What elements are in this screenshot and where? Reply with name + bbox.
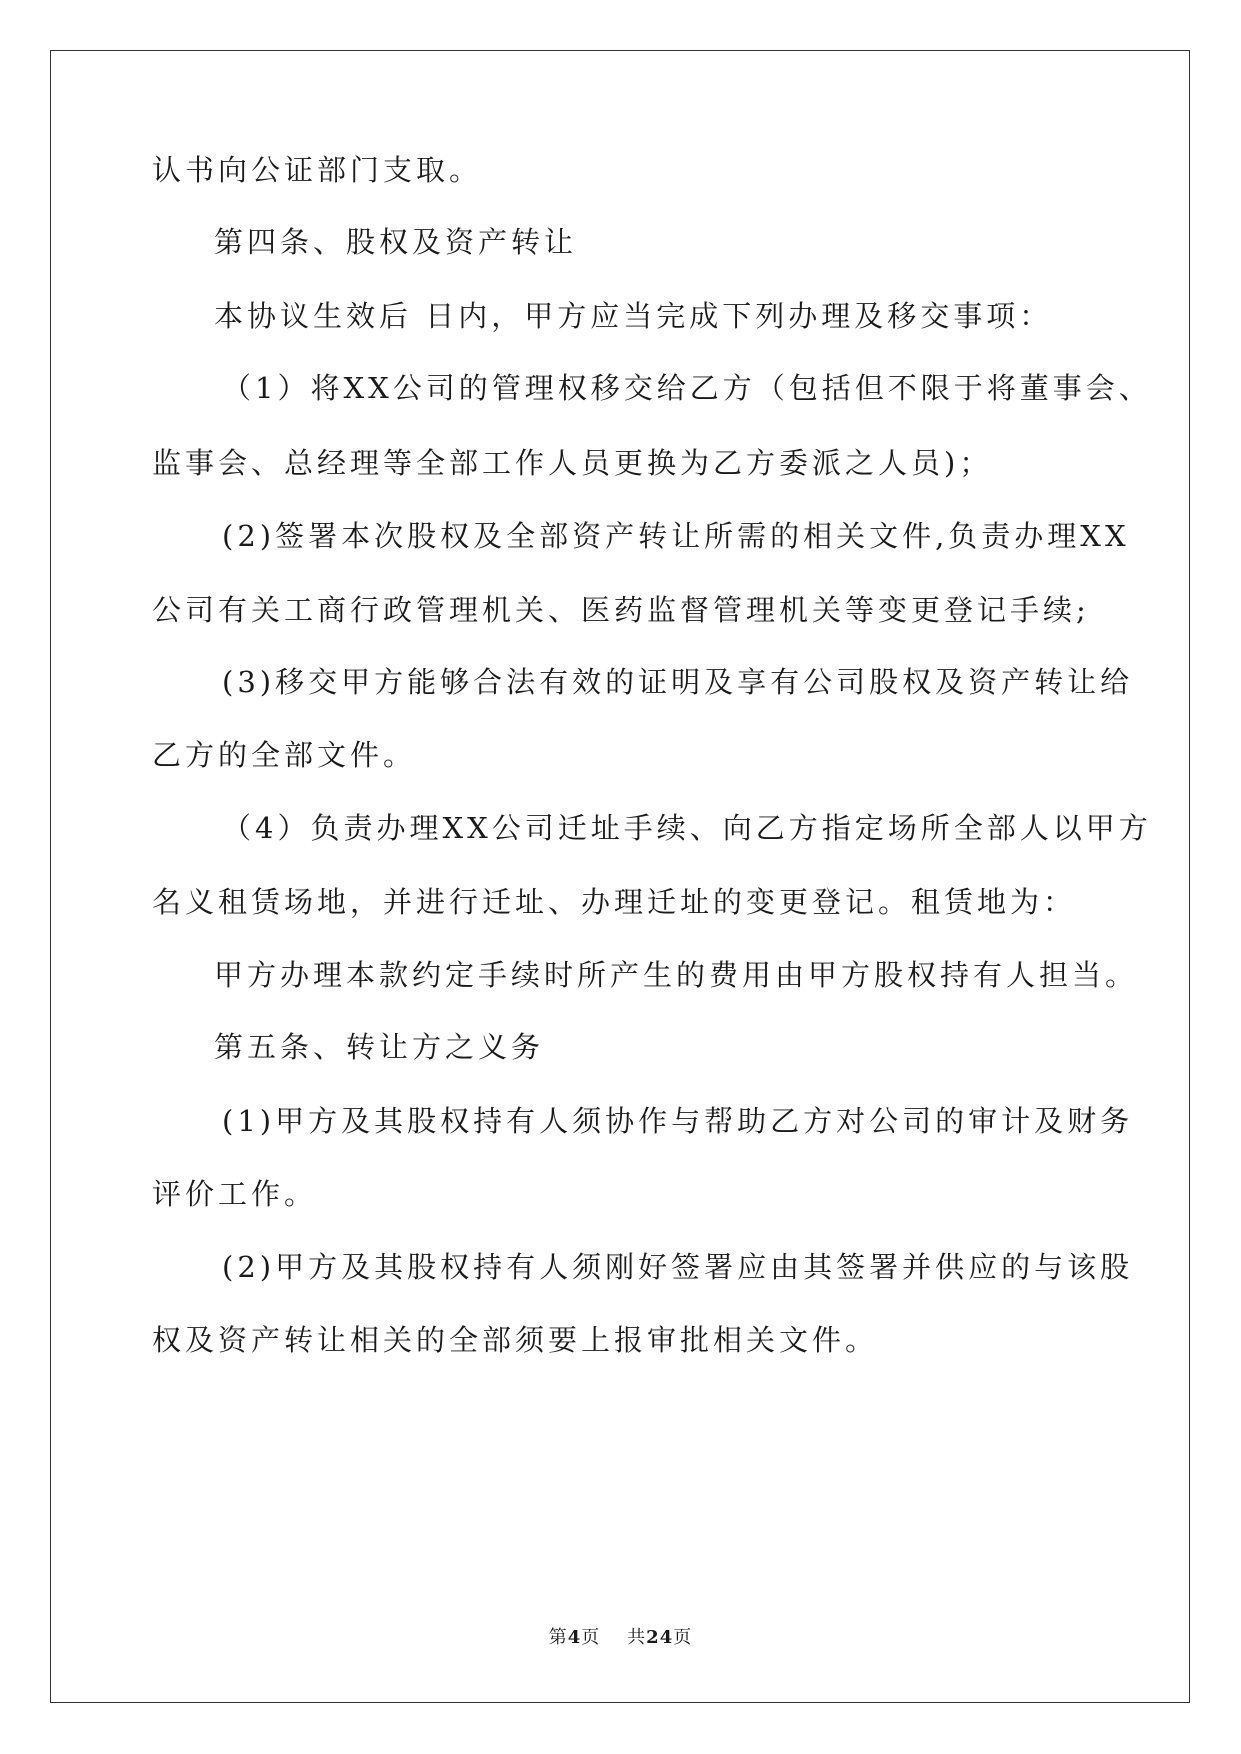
page-footer	[0, 1627, 1241, 1649]
total-prefix: 共	[627, 1627, 647, 1648]
list-item-line: 权及资产转让相关的全部须要上报审批相关文件。	[152, 1323, 879, 1357]
section-heading: 第五条、转让方之义务	[214, 1030, 545, 1064]
total-pages: 24	[646, 1627, 674, 1648]
list-item-line: 乙方的全部文件。	[152, 738, 417, 772]
section-heading: 第四条、股权及资产转让	[214, 225, 578, 259]
total-suffix: 页	[673, 1627, 693, 1648]
list-item-line: (2)签署本次股权及全部资产转让所需的相关文件,负责办理XX	[222, 519, 1130, 553]
list-item-line: (1)甲方及其股权持有人须协作与帮助乙方对公司的审计及财务	[222, 1104, 1134, 1138]
list-item-line: （4）负责办理XX公司迁址手续、向乙方指定场所全部人以甲方	[222, 811, 1152, 845]
paragraph-line: 甲方办理本款约定手续时所产生的费用由甲方股权持有人担当。	[214, 958, 1139, 992]
list-item-line: (3)移交甲方能够合法有效的证明及享有公司股权及资产转让给	[222, 665, 1134, 699]
list-item-line: 名义租赁场地，并进行迁址、办理迁址的变更登记。租赁地为：	[152, 885, 1077, 919]
paragraph-line: 本协议生效后 日内，甲方应当完成下列办理及移交事项：	[214, 299, 1053, 333]
list-item-line: （1）将XX公司的管理权移交给乙方（包括但不限于将董事会、	[222, 371, 1152, 405]
page-suffix: 页	[581, 1627, 601, 1648]
page-number: 4	[567, 1627, 582, 1648]
page-prefix: 第	[548, 1627, 568, 1648]
list-item-line: (2)甲方及其股权持有人须刚好签署应由其签署并供应的与该股	[222, 1250, 1134, 1284]
list-item-line: 公司有关工商行政管理机关、医药监督管理机关等变更登记手续;	[152, 593, 1090, 627]
list-item-line: 监事会、总经理等全部工作人员更换为乙方委派之人员)；	[152, 446, 993, 480]
paragraph-line: 认书向公证部门支取。	[152, 153, 483, 187]
list-item-line: 评价工作。	[152, 1177, 318, 1211]
